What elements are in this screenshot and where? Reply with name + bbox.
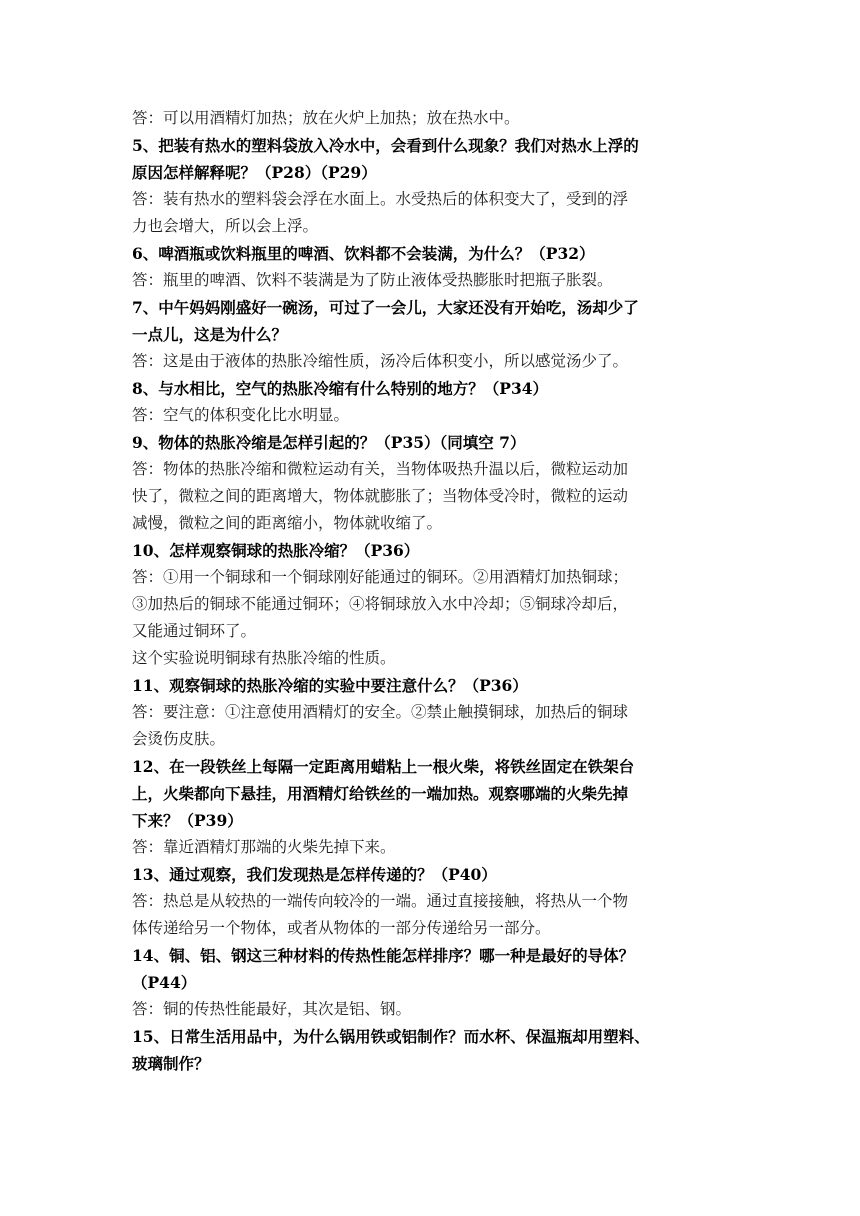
answer-line: 答：空气的体积变化比水明显。 [132,406,350,424]
answer-line: 这个实验说明铜球有热胀冷缩的性质。 [132,649,396,667]
answer-line: 答：热总是从较热的一端传向较冷的一端。通过直接接触，将热从一个物 [132,892,629,910]
question-line: （P44） [132,973,197,992]
answer-line: 体传递给另一个物体，或者从物体的一部分传递给另一部分。 [132,919,551,937]
question-line: 7、中午妈妈刚盛好一碗汤，可过了一会儿，大家还没有开始吃，汤却少了 [132,298,639,317]
answer-line: 力也会增大，所以会上浮。 [132,217,319,235]
answer-line: 答：要注意：①注意使用酒精灯的安全。②禁止触摸铜球，加热后的铜球 [132,703,629,721]
question-line: 6、啤酒瓶或饮料瓶里的啤酒、饮料都不会装满，为什么？（P32） [132,244,595,263]
answer-line: 减慢，微粒之间的距离缩小，物体就收缩了。 [132,514,443,532]
question-line: 一点儿，这是为什么？ [132,325,288,344]
question-line: 12、在一段铁丝上每隔一定距离用蜡粘上一根火柴，将铁丝固定在铁架台 [132,757,635,776]
question-line: 15、日常生活用品中，为什么锅用铁或铝制作？而水杯、保温瓶却用塑料、 [132,1027,650,1046]
question-line: 11、观察铜球的热胀冷缩的实验中要注意什么？（P36） [132,676,528,695]
answer-line: 答：可以用酒精灯加热；放在火炉上加热；放在热水中。 [132,109,520,127]
question-line: 13、通过观察，我们发现热是怎样传递的？（P40） [132,865,497,884]
question-line: 9、物体的热胀冷缩是怎样引起的？（P35）（同填空 7） [132,433,526,452]
question-line: 10、怎样观察铜球的热胀冷缩？（P36） [132,541,420,560]
answer-line: 答：装有热水的塑料袋会浮在水面上。水受热后的体积变大了，受到的浮 [132,190,629,208]
answer-line: 快了，微粒之间的距离增大，物体就膨胀了；当物体受冷时，微粒的运动 [132,487,629,505]
answer-line: 答：物体的热胀冷缩和微粒运动有关，当物体吸热升温以后，微粒运动加 [132,460,629,478]
question-line: 原因怎样解释呢？（P28）（P29） [132,163,377,182]
question-line: 14、铜、铝、钢这三种材料的传热性能怎样排序？哪一种是最好的导体？ [132,946,635,965]
question-line: 8、与水相比，空气的热胀冷缩有什么特别的地方？（P34） [132,379,549,398]
question-line: 玻璃制作？ [132,1054,210,1073]
answer-line: 答：这是由于液体的热胀冷缩性质，汤冷后体积变小，所以感觉汤少了。 [132,352,629,370]
answer-line: 答：靠近酒精灯那端的火柴先掉下来。 [132,838,396,856]
question-line: 上，火柴都向下悬挂，用酒精灯给铁丝的一端加热。观察哪端的火柴先掉 [132,784,629,803]
answer-line: 会烫伤皮肤。 [132,730,226,748]
answer-line: 答：①用一个铜球和一个铜球刚好能通过的铜环。②用酒精灯加热铜球； [132,568,629,586]
answer-line: ③加热后的铜球不能通过铜环；④将铜球放入水中冷却；⑤铜球冷却后， [132,595,629,613]
question-line: 下来？（P39） [132,811,243,830]
answer-line: 答：瓶里的啤酒、饮料不装满是为了防止液体受热膨胀时把瓶子胀裂。 [132,271,613,289]
answer-line: 答：铜的传热性能最好，其次是铝、钢。 [132,1000,412,1018]
question-line: 5、把装有热水的塑料袋放入冷水中，会看到什么现象？我们对热水上浮的 [132,136,639,155]
answer-line: 又能通过铜环了。 [132,622,257,640]
document-page [132,105,732,1077]
